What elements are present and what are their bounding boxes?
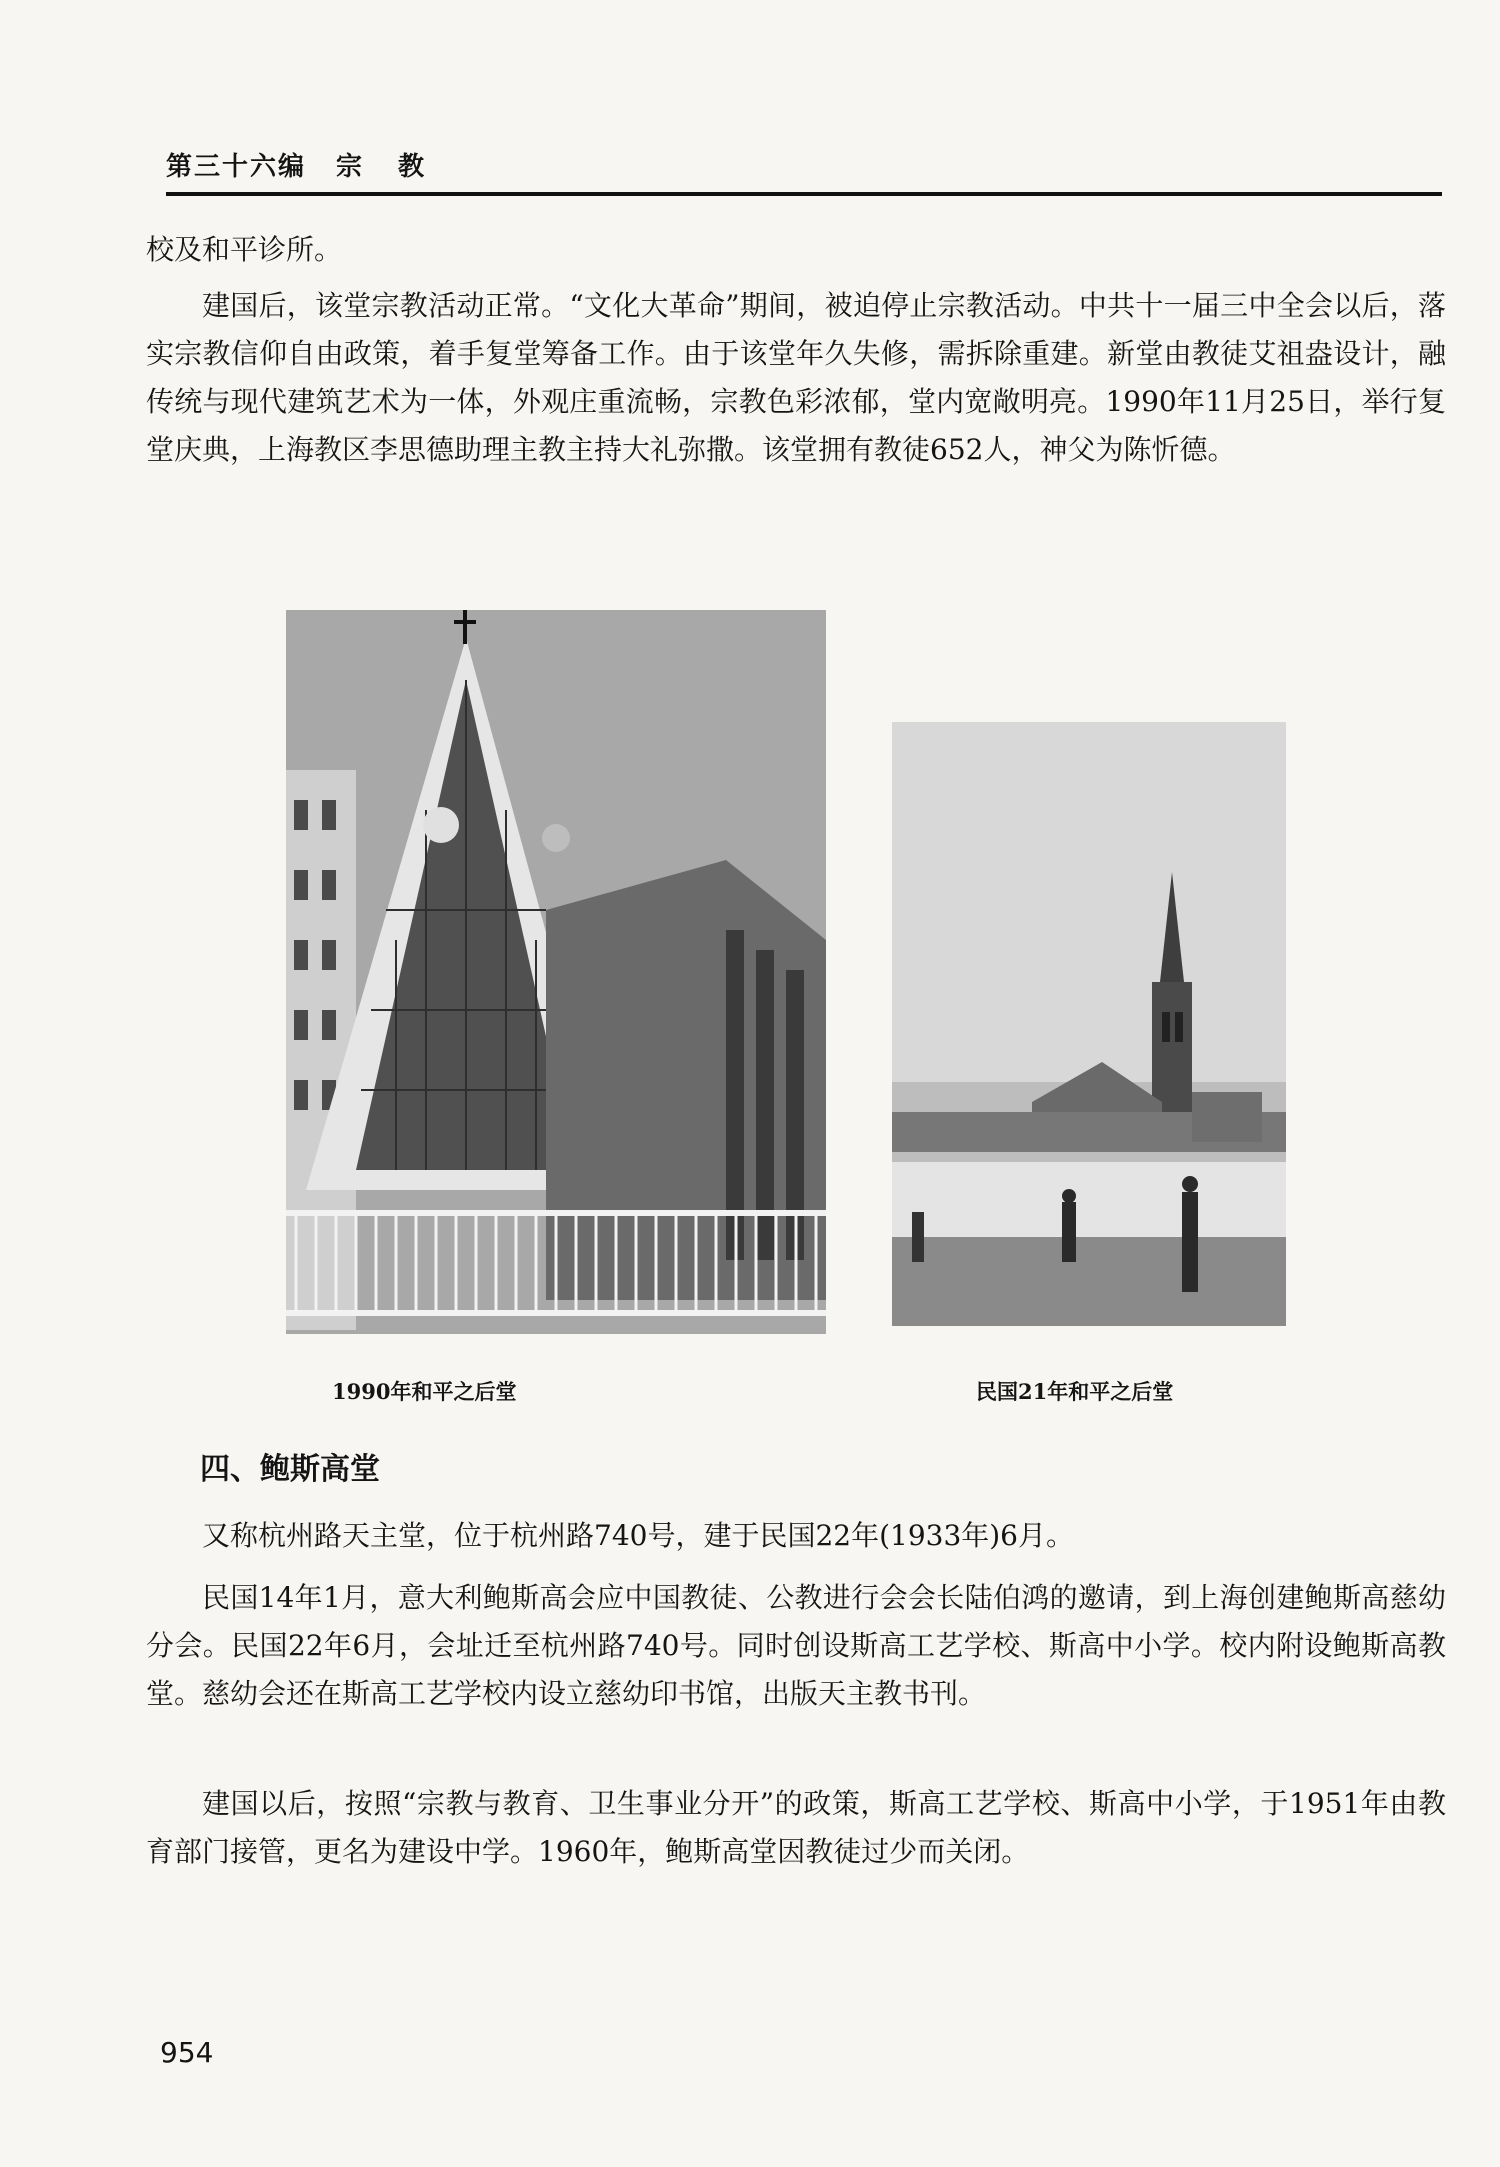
paragraph-intro: 又称杭州路天主堂，位于杭州路740号，建于民国22年(1933年)6月。	[202, 1519, 1074, 1552]
modern-church-illustration	[286, 610, 826, 1334]
figure-caption-right: 民国21年和平之后堂	[976, 1379, 1174, 1404]
section-title: 四、鲍斯高堂	[200, 1452, 380, 1487]
paragraph-closure: 建国以后，按照“宗教与教育、卫生事业分开”的政策，斯高工艺学校、斯高中小学，于1951年由教育部门接管，更名为建设中学。1960年，鲍斯高堂因教徒过少而关闭。	[146, 1787, 1446, 1868]
header-rule	[166, 192, 1442, 196]
header-topic: 宗教	[336, 152, 461, 182]
paragraph-continuation: 校及和平诊所。	[146, 233, 343, 266]
old-church-photo	[892, 722, 1286, 1326]
header-section: 第三十六编	[166, 152, 307, 182]
paragraph-rebuild: 建国后，该堂宗教活动正常。“文化大革命”期间，被迫停止宗教活动。中共十一届三中全会以后，落实宗教信仰自由政策，着手复堂筹备工作。由于该堂年久失修，需拆除重建。新堂由教徒艾祖盎设计，融传统与现代建筑艺术为一体，外观庄重流畅，宗教色彩浓郁，堂内宽敞明亮。1990年11月25日，举行复堂庆典，上海教区李思德助理主教主持大礼弥撒。该堂拥有教徒652人，神父为陈忻德。	[146, 289, 1446, 466]
old-church-illustration	[892, 722, 1286, 1326]
figure-caption-left: 1990年和平之后堂	[332, 1379, 517, 1404]
paragraph-history: 民国14年1月，意大利鲍斯高会应中国教徒、公教进行会会长陆伯鸿的邀请，到上海创建鲍斯高慈幼分会。民国22年6月，会址迁至杭州路740号。同时创设斯高工艺学校、斯高中小学。校内附设鲍斯高教堂。慈幼会还在斯高工艺学校内设立慈幼印书馆，出版天主教书刊。	[146, 1581, 1446, 1710]
page-number: 954	[160, 2036, 214, 2069]
running-header	[166, 146, 1442, 183]
modern-church-photo	[286, 610, 826, 1334]
